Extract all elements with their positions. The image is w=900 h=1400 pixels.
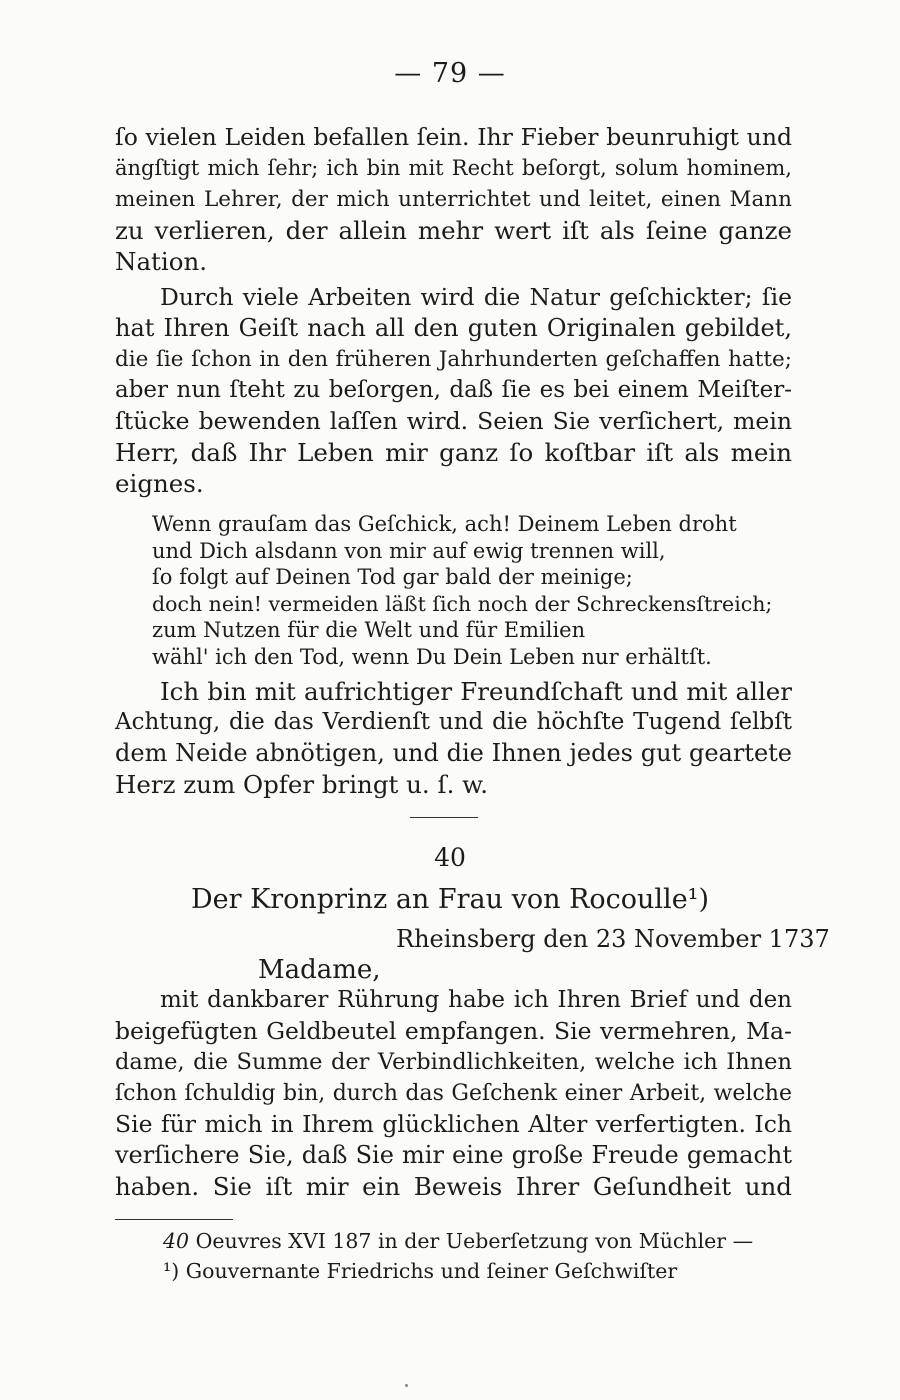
- verse-line: und Dich alsdann von mir auf ewig trennen will,: [152, 538, 666, 563]
- verse-line: Wenn grauſam das Geſchick, ach! Deinem Leben droht: [152, 512, 737, 536]
- text-line: Achtung, die das Verdienſt und die höchſte Tugend ſelbſt: [115, 709, 792, 735]
- letter-number: 40: [434, 843, 466, 872]
- paragraph-3: [115, 676, 792, 800]
- text-line: eignes.: [115, 469, 204, 498]
- text-line: zu verlieren, der allein mehr wert iſt als ſeine ganze: [115, 216, 792, 245]
- letter-title: Der Kronprinz an Frau von Rocoulle¹): [190, 884, 710, 915]
- section-divider: [410, 817, 478, 818]
- text-line: ſtücke bewenden laſſen wird. Seien Sie verſichert, mein: [115, 407, 792, 435]
- text-line: Ich bin mit aufrichtiger Freundſchaft und mit aller: [160, 677, 792, 706]
- text-line: ängſtigt mich ſehr; ich bin mit Recht beſorgt, solum hominem,: [115, 156, 792, 180]
- paper-speck: [405, 1384, 408, 1387]
- text-line: ſchon ſchuldig bin, durch das Geſchenk einer Arbeit, welche: [115, 1081, 792, 1106]
- text-line: ſo vielen Leiden befallen ſein. Ihr Fieber beunruhigt und: [115, 123, 792, 151]
- paragraph-2: [115, 282, 792, 499]
- text-line: Nation.: [115, 247, 208, 276]
- footnotes: [115, 1226, 795, 1286]
- text-line: Durch viele Arbeiten wird die Natur geſchickter; ſie: [160, 283, 792, 311]
- text-line: Herr, daß Ihr Leben mir ganz ſo koſtbar iſt als mein: [115, 438, 792, 467]
- text-line: aber nun ſteht zu beſorgen, daß ſie es bei einem Meiſter-: [115, 377, 792, 403]
- paragraph-4: [115, 985, 792, 1202]
- footnote-line: [115, 1226, 795, 1256]
- verse-line: wähl' ich den Tod, wenn Du Dein Leben nur erhältſt.: [152, 644, 712, 669]
- paragraph-1: [115, 122, 792, 277]
- text-line: Sie für mich in Ihrem glücklichen Alter verfertigten. Ich: [115, 1110, 792, 1138]
- letter-place-date: Rheinsberg den 23 November 1737: [396, 925, 830, 953]
- verse-line: zum Nutzen für die Welt und für Emilien: [152, 618, 586, 642]
- text-line: Herz zum Opfer bringt u. ſ. w.: [115, 770, 488, 799]
- footnote-text: Oeuvres XVI 187 in der Ueberſetzung von Müchler —: [189, 1229, 754, 1253]
- text-line: verſichere Sie, daß Sie mir eine große Freude gemacht: [115, 1141, 792, 1169]
- text-line: dame, die Summe der Verbindlichkeiten, welche ich Ihnen: [115, 1049, 792, 1075]
- verse-line: doch nein! vermeiden läßt ſich noch der Schreckensſtreich;: [152, 591, 773, 616]
- text-line: haben. Sie iſt mir ein Beweis Ihrer Geſundheit und: [115, 1172, 792, 1201]
- text-line: hat Ihren Geiſt nach all den guten Originalen gebildet,: [115, 314, 792, 342]
- text-line: beigefügten Geldbeutel empfangen. Sie vermehren, Ma-: [115, 1017, 792, 1045]
- verse-line: ſo folgt auf Deinen Tod gar bald der meinige;: [152, 565, 633, 589]
- text-line: mit dankbarer Rührung habe ich Ihren Brief und den: [160, 987, 792, 1013]
- text-line: dem Neide abnötigen, und die Ihnen jedes gut geartete: [115, 739, 792, 767]
- letter-salutation: Madame,: [258, 955, 381, 985]
- text-line: die ſie ſchon in den früheren Jahrhunderten geſchaffen hatte;: [115, 347, 792, 372]
- footnote-divider: [115, 1219, 233, 1220]
- footnote-number: 40: [163, 1229, 190, 1253]
- verse-block: [152, 511, 772, 670]
- text-line: meinen Lehrer, der mich unterrichtet und leitet, einen Mann: [115, 187, 792, 212]
- page-number-header: — 79 —: [394, 58, 506, 89]
- footnote-line: ¹) Gouvernante Friedrichs und ſeiner Geſchwiſter: [163, 1259, 678, 1283]
